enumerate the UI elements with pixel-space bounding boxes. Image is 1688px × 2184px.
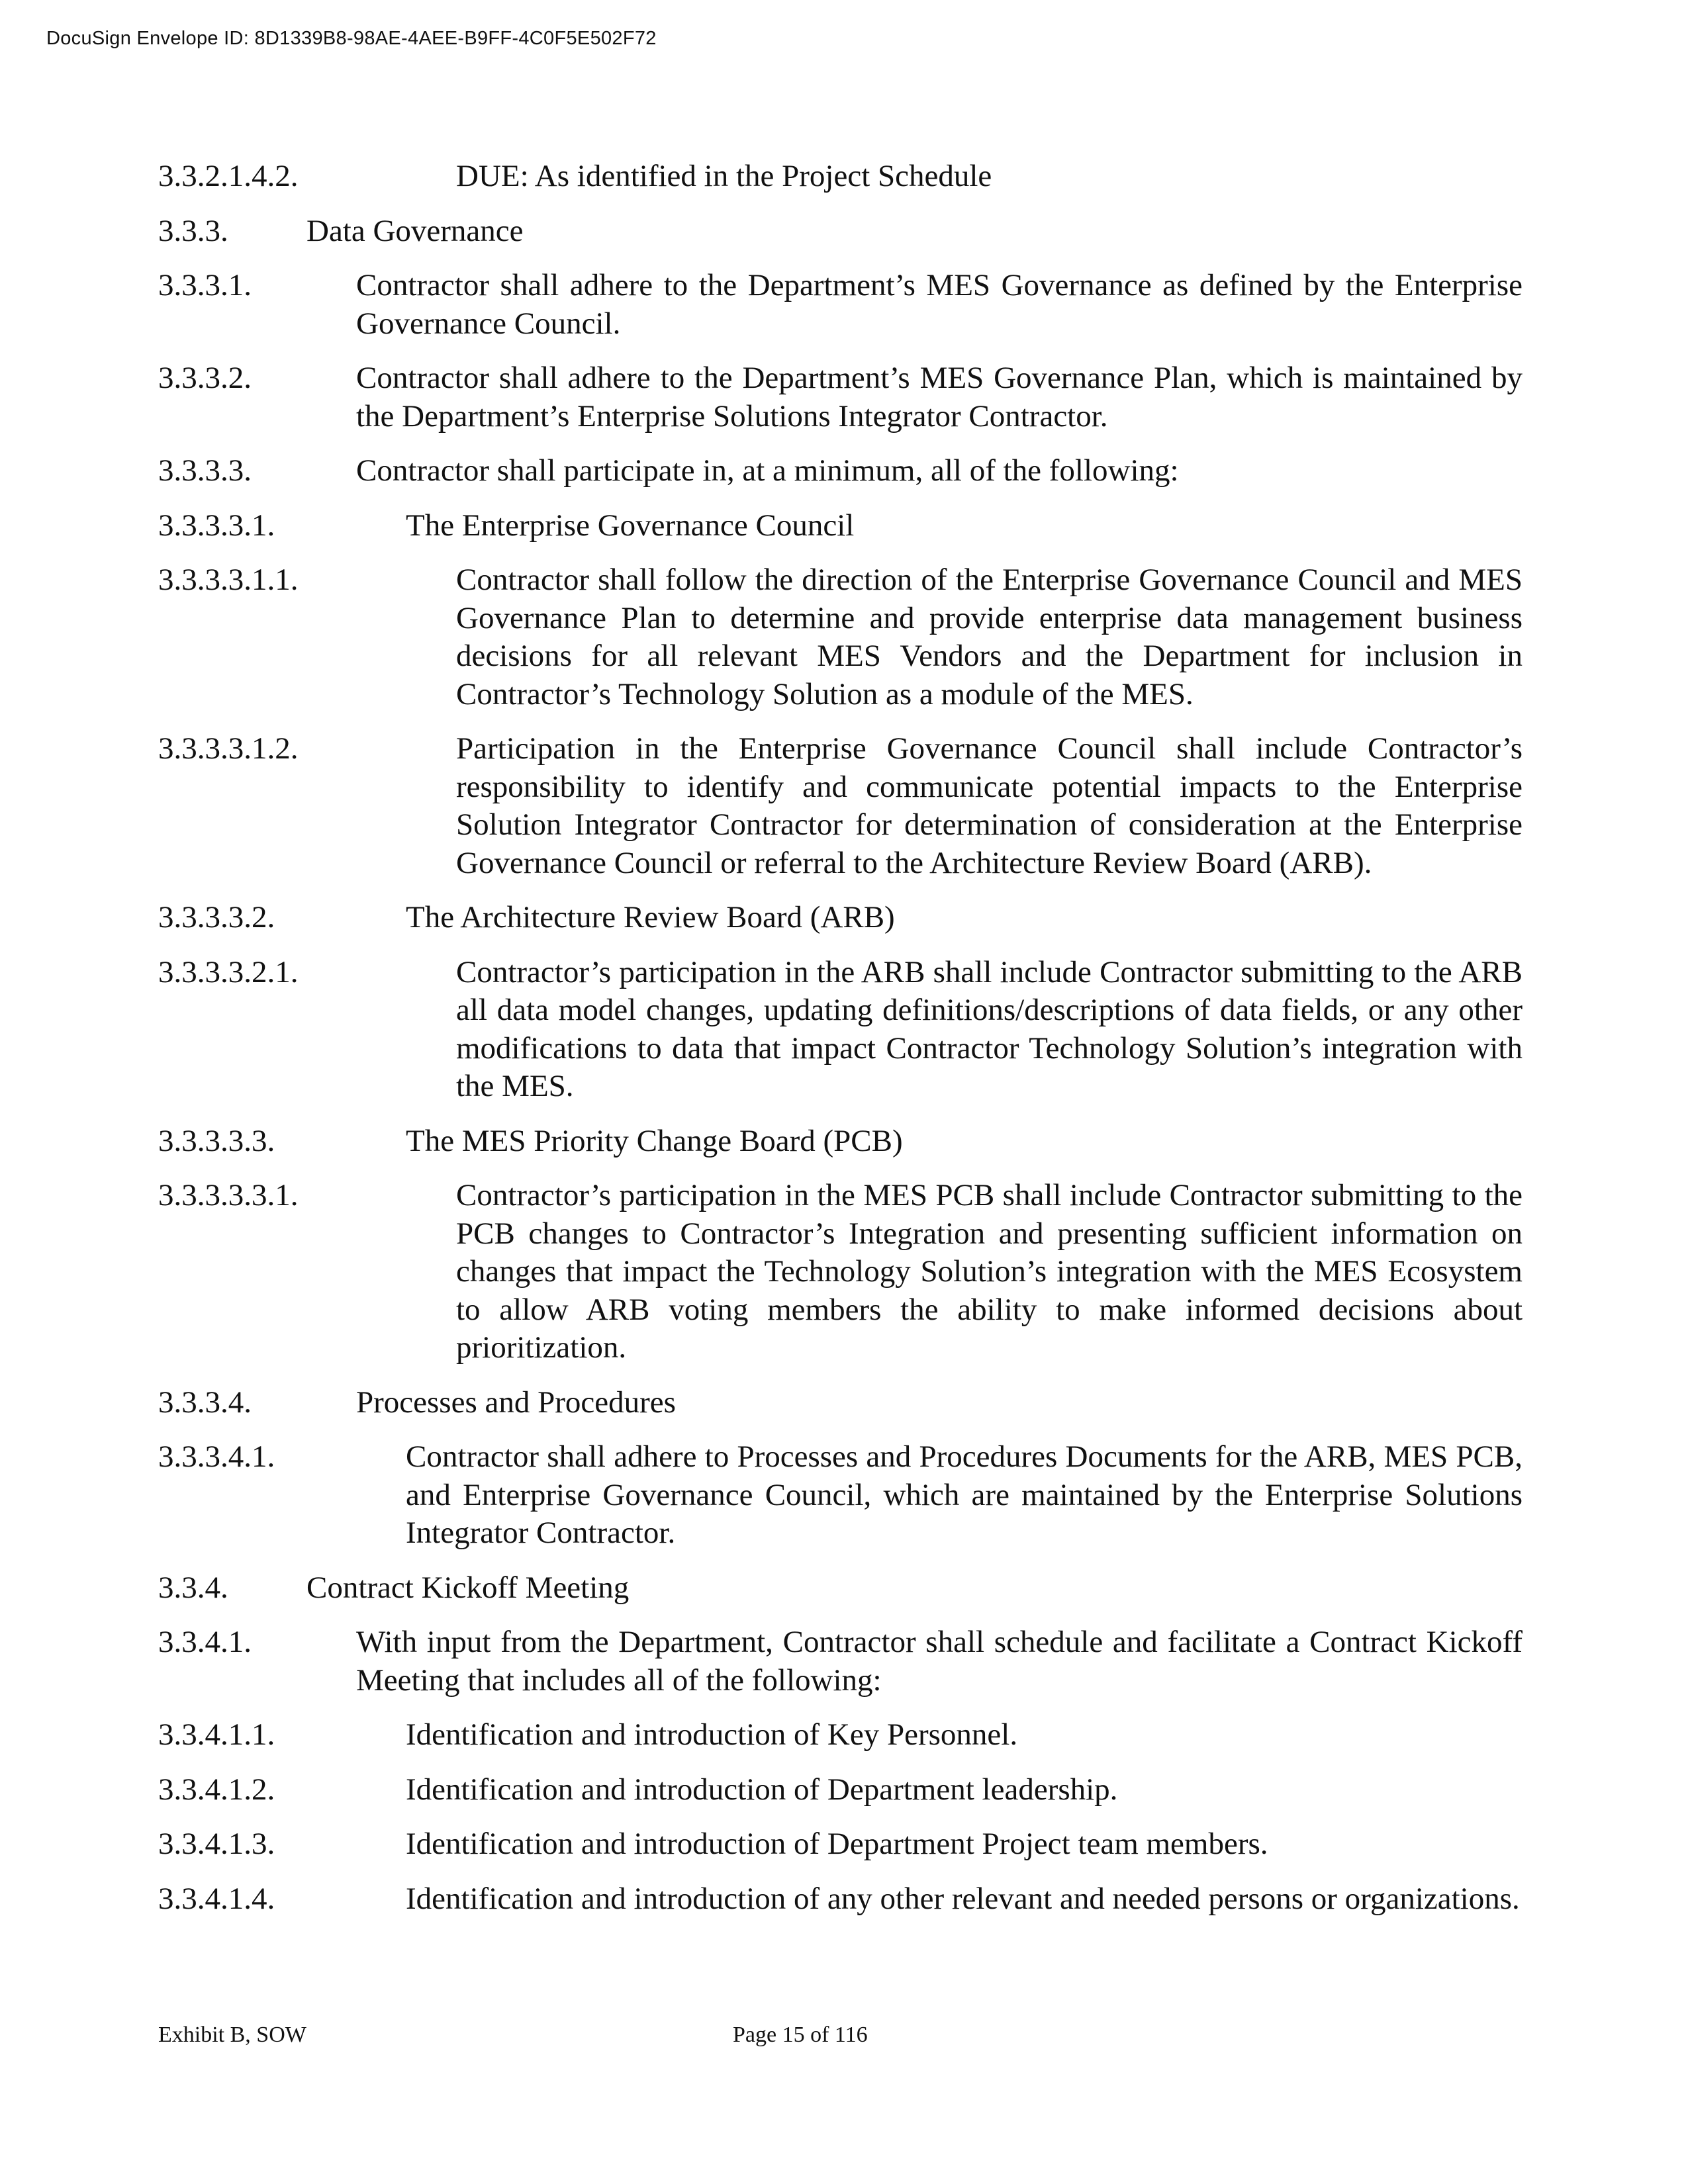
footer-page-number: Page 15 of 116 — [733, 2023, 868, 2047]
section-heading: The Architecture Review Board (ARB) — [406, 900, 895, 934]
section-text: Identification and introduction of Key Personnel. — [406, 1717, 1018, 1752]
section-3-3-4-1-2 — [158, 1771, 1523, 1809]
section-text: Participation in the Enterprise Governance Council shall include Contractor’s responsibility to identify and communicate potential impacts to the Enterprise Solution Integrator Contractor for determination of consideration at the Enterprise Governance Council or referral to the Architecture Review Board (ARB). — [456, 731, 1523, 880]
section-heading: Contract Kickoff Meeting — [306, 1570, 630, 1605]
section-3-3-4-1-4 — [158, 1880, 1523, 1919]
section-number: 3.3.3.2. — [158, 361, 252, 395]
section-number: 3.3.3.3.1.2. — [158, 731, 299, 766]
section-text: Identification and introduction of any other relevant and needed persons or organizations. — [406, 1881, 1520, 1916]
section-number: 3.3.4. — [158, 1570, 228, 1605]
footer-document-label: Exhibit B, SOW — [158, 2023, 306, 2047]
section-number: 3.3.4.1.1. — [158, 1717, 275, 1752]
section-text: Contractor shall adhere to the Department’s MES Governance Plan, which is maintained by the Department’s Enterprise Solutions Integrator Contractor. — [356, 361, 1523, 433]
section-3-3-3-3-3 — [158, 1122, 1523, 1161]
section-3-3-3-2 — [158, 359, 1523, 435]
section-number: 3.3.3.3.2. — [158, 900, 275, 934]
section-text: Contractor shall follow the direction of the Enterprise Governance Council and MES Governance Plan to determine and provide enterprise data management business decisions for all relevant MES Vendors and the Department for inclusion in Contractor’s Technology Solution as a module of the MES. — [456, 563, 1523, 711]
section-3-3-3-3-3-1 — [158, 1177, 1523, 1367]
section-3-3-3-4 — [158, 1384, 1523, 1422]
section-text: Contractor’s participation in the MES PCB shall include Contractor submitting to the PCB changes to Contractor’s Integration and presenting sufficient information on changes that impact the Technology Solution’s integration with the MES Ecosystem to allow ARB voting members the ability to make informed decisions about prioritization. — [456, 1178, 1523, 1365]
section-number: 3.3.3.3. — [158, 453, 252, 488]
section-heading: The MES Priority Change Board (PCB) — [406, 1123, 903, 1158]
section-3-3-4-1 — [158, 1623, 1523, 1700]
section-3-3-3-3-1 — [158, 507, 1523, 545]
section-number: 3.3.4.1.4. — [158, 1881, 275, 1916]
section-number: 3.3.3.3.3.1. — [158, 1178, 299, 1212]
section-3-3-2-1-4-2 — [158, 158, 1523, 196]
section-3-3-3-3-2-1 — [158, 954, 1523, 1106]
section-number: 3.3.3.4.1. — [158, 1439, 275, 1474]
section-3-3-3 — [158, 212, 1523, 251]
section-3-3-4-1-3 — [158, 1825, 1523, 1864]
section-3-3-3-3-2 — [158, 899, 1523, 937]
section-number: 3.3.3.3.1.1. — [158, 563, 299, 597]
section-3-3-3-4-1 — [158, 1438, 1523, 1553]
section-number: 3.3.3.3.1. — [158, 508, 275, 543]
section-number: 3.3.4.1.2. — [158, 1772, 275, 1807]
section-3-3-4-1-1 — [158, 1716, 1523, 1754]
section-3-3-4 — [158, 1569, 1523, 1608]
section-number: 3.3.4.1. — [158, 1625, 252, 1659]
section-number: 3.3.3.4. — [158, 1385, 252, 1420]
section-number: 3.3.2.1.4.2. — [158, 159, 299, 193]
section-number: 3.3.3.3.2.1. — [158, 954, 299, 989]
section-number: 3.3.3.3.3. — [158, 1123, 275, 1158]
section-text: Contractor shall adhere to the Department’s MES Governance as defined by the Enterprise Governance Council. — [356, 268, 1523, 341]
section-3-3-3-1 — [158, 267, 1523, 343]
section-heading: Processes and Procedures — [356, 1385, 676, 1420]
section-heading: The Enterprise Governance Council — [406, 508, 855, 543]
section-text: Contractor shall adhere to Processes and Procedures Documents for the ARB, MES PCB, and Enterprise Governance Council, which are maintained by the Enterprise Solutions Integrator Contractor. — [406, 1439, 1523, 1550]
section-number: 3.3.3. — [158, 213, 228, 248]
document-body — [158, 158, 1523, 1918]
section-3-3-3-3 — [158, 452, 1523, 490]
section-heading: Data Governance — [306, 213, 524, 248]
section-3-3-3-3-1-1 — [158, 561, 1523, 713]
section-text: DUE: As identified in the Project Schedule — [456, 159, 992, 193]
section-number: 3.3.4.1.3. — [158, 1827, 275, 1861]
section-text: Contractor’s participation in the ARB shall include Contractor submitting to the ARB all data model changes, updating definitions/descriptions of data fields, or any other modifications to data that impact Contractor Technology Solution’s integration with the MES. — [456, 954, 1523, 1103]
docusign-envelope-id: DocuSign Envelope ID: 8D1339B8-98AE-4AEE-B9FF-4C0F5E502F72 — [46, 28, 657, 49]
section-text: Identification and introduction of Department leadership. — [406, 1772, 1118, 1807]
section-3-3-3-3-1-2 — [158, 730, 1523, 882]
section-text: Contractor shall participate in, at a minimum, all of the following: — [356, 453, 1179, 488]
section-number: 3.3.3.1. — [158, 268, 252, 302]
section-text: With input from the Department, Contractor shall schedule and facilitate a Contract Kickoff Meeting that includes all of the following: — [356, 1625, 1523, 1698]
section-text: Identification and introduction of Department Project team members. — [406, 1827, 1268, 1861]
